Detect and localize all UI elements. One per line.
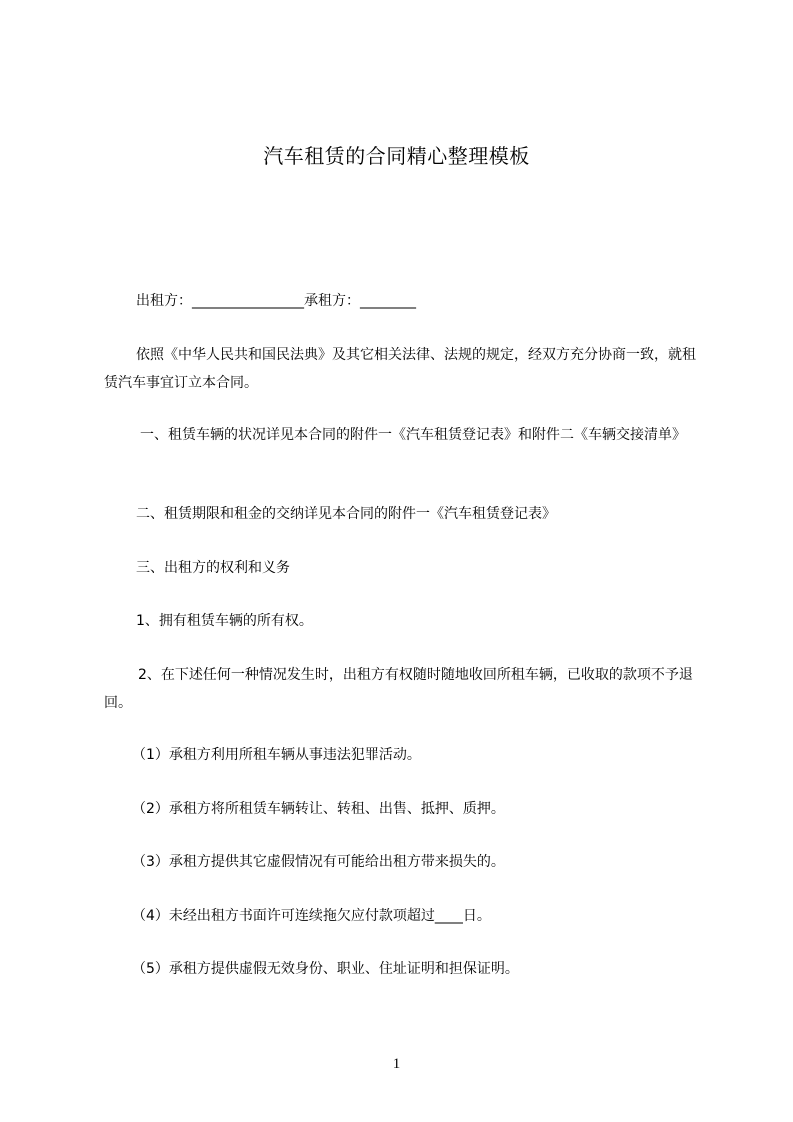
parties-line: 出租方：________________承租方：________ [136, 293, 416, 309]
sub-item-5: （5）承租方提供虚假无效身份、职业、住址证明和担保证明。 [132, 961, 519, 977]
document-title: 汽车租赁的合同精心整理模板 [263, 144, 530, 168]
clause-1: 一、租赁车辆的状况详见本合同的附件一《汽车租赁登记表》和附件二《车辆交接清单》 [140, 427, 686, 443]
intro-paragraph: 依照《中华人民共和国民法典》及其它相关法律、法规的规定，经双方充分协商一致，就租赁汽车事宜订立本合同。 [104, 347, 696, 391]
clause-2: 二、租赁期限和租金的交纳详见本合同的附件一《汽车租赁登记表》 [136, 506, 556, 522]
clause-3: 三、出租方的权利和义务 [136, 560, 290, 576]
item-1: 1、拥有租赁车辆的所有权。 [136, 613, 313, 629]
sub-item-4: （4）未经出租方书面许可连续拖欠应付款项超过____日。 [132, 908, 491, 924]
page-number: 1 [392, 1056, 401, 1072]
item-2: 2、在下述任何一种情况发生时，出租方有权随时随地收回所租车辆，已收取的款项不予退回。 [104, 667, 693, 711]
sub-item-2: （2）承租方将所租赁车辆转让、转租、出售、抵押、质押。 [132, 801, 505, 817]
sub-item-1: （1）承租方利用所租车辆从事违法犯罪活动。 [132, 747, 421, 763]
sub-item-3: （3）承租方提供其它虚假情况有可能给出租方带来损失的。 [132, 854, 505, 870]
